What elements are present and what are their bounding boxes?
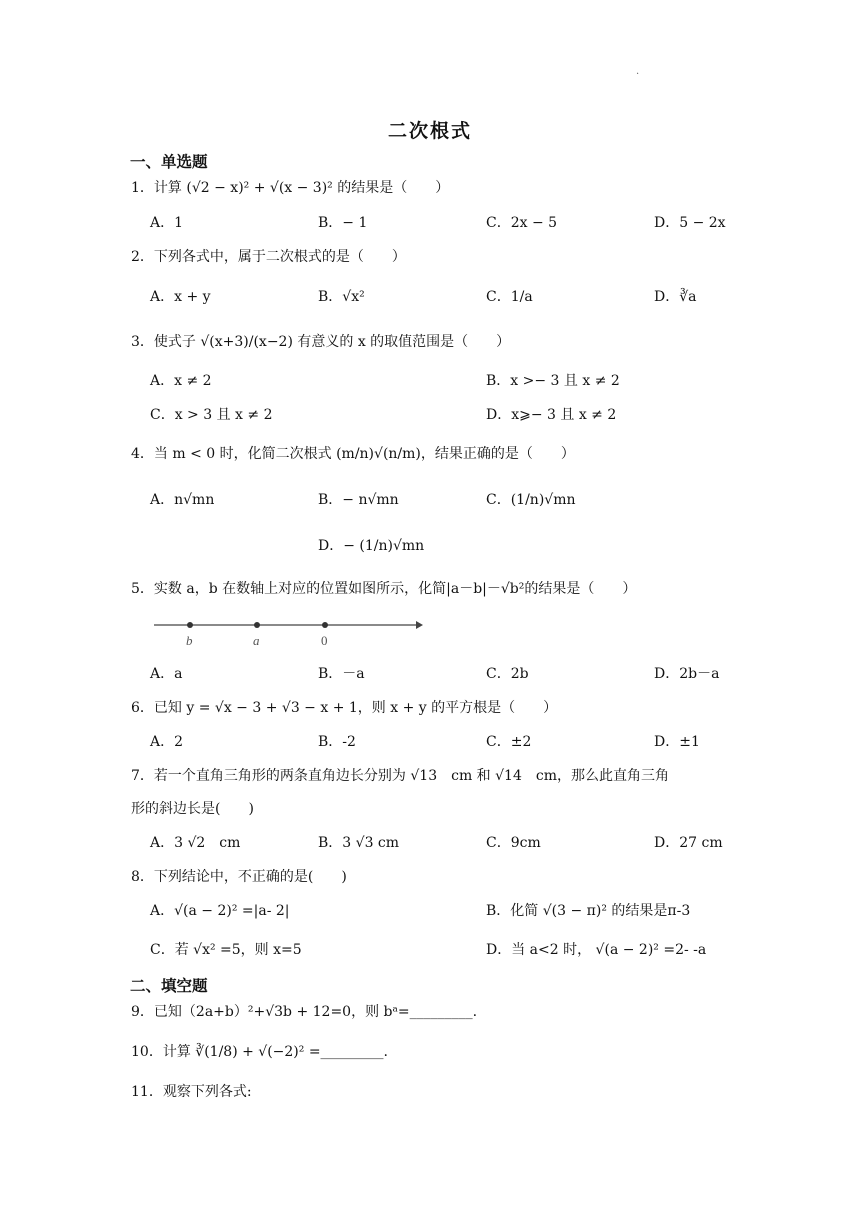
option: C．9cm [486,835,541,851]
question-number: 5． [131,581,154,597]
section-heading: 二、填空题 [130,977,208,995]
option: B．3 √3 cm [318,835,400,851]
option: A．2 [150,734,184,750]
question-number: 4． [131,446,154,462]
question-6 [131,697,557,719]
point-b [187,622,193,628]
option: B．-2 [318,734,356,750]
option: A．x + y [150,289,211,305]
question-number: 10． [131,1044,163,1060]
question-7 [131,765,669,787]
question-number: 11． [131,1084,163,1100]
question-number: 1． [131,180,154,196]
corner-mark: . [636,66,640,77]
option: D．x⩾− 3 且 x ≠ 2 [486,407,617,423]
question-text: 计算 (√2 − x)² + √(x − 3)² 的结果是（ ） [153,180,450,196]
option: D．2b－a [654,666,720,682]
question-1 [131,177,449,199]
option: D．5 − 2x [654,215,726,231]
point-a-label: a [253,633,260,648]
question-10 [131,1041,388,1063]
point-0 [322,622,328,628]
option: C．±2 [486,734,532,750]
question-3 [131,331,510,353]
page-title: 二次根式 [387,120,472,142]
option: B．化简 √(3 − π)² 的结果是π-3 [486,903,691,919]
option: B．x >− 3 且 x ≠ 2 [486,373,620,389]
option: A．x ≠ 2 [150,373,212,389]
option: A．3 √2 cm [150,835,241,851]
option: B．√x² [318,289,365,305]
question-number: 7． [131,768,154,784]
option: C．若 √x² =5，则 x=5 [150,942,302,958]
option: C．x > 3 且 x ≠ 2 [150,407,273,423]
point-0-label: 0 [321,633,328,648]
option: D．− (1/n)√mn [318,538,425,554]
question-11 [131,1081,252,1103]
question-number: 3． [131,334,154,350]
option: C．(1/n)√mn [486,492,576,508]
question-text: 实数 a，b 在数轴上对应的位置如图所示，化简|a－b|－√b²的结果是（ ） [153,581,637,597]
question-text: 已知 y = √x − 3 + √3 − x + 1，则 x + y 的平方根是（ ） [153,700,558,716]
question-text: 已知（2a+b）²+√3b + 12=0，则 bᵃ=_________. [153,1004,478,1020]
question-number: 6． [131,700,154,716]
question-number: 2． [131,249,154,265]
option: A．√(a − 2)² =|a- 2| [150,903,290,919]
option: D．27 cm [654,835,723,851]
question-text: 下列各式中，属于二次根式的是（ ） [153,249,406,265]
axis-arrow-icon [416,621,423,629]
option: C．2b [486,666,529,682]
option: C．2x − 5 [486,215,558,231]
number-line-figure [152,614,424,648]
option: A．1 [150,215,184,231]
option: A．a [150,666,183,682]
option: A．n√mn [150,492,215,508]
question-number: 8． [131,869,154,885]
question-4 [131,443,575,465]
question-8 [131,866,347,888]
question-text: 若一个直角三角形的两条直角边长分别为 √13 cm 和 √14 cm，那么此直角三角 [153,768,669,784]
point-b-label: b [186,633,193,648]
option: B．－a [318,666,365,682]
question-7-continued: 形的斜边长是( ) [131,801,254,817]
option: D．∛a [654,289,697,305]
question-text: 观察下列各式: [162,1084,252,1100]
option: D．当 a<2 时， √(a − 2)² =2- -a [486,942,707,958]
question-text: 计算 ∛(1/8) + √(−2)² =_________. [162,1044,389,1060]
option: B．− 1 [318,215,368,231]
question-text: 当 m < 0 时，化简二次根式 (m/n)√(n/m)，结果正确的是（ ） [153,446,575,462]
question-number: 9． [131,1004,154,1020]
option: D．±1 [654,734,700,750]
option: C．1/a [486,289,533,305]
question-2 [131,246,406,268]
section-heading: 一、单选题 [130,153,208,171]
question-5 [131,578,636,600]
option: B．− n√mn [318,492,399,508]
question-9 [131,1001,477,1023]
question-text: 使式子 √(x+3)/(x−2) 有意义的 x 的取值范围是（ ） [153,334,511,350]
point-a [254,622,260,628]
question-text: 下列结论中，不正确的是( ) [153,869,347,885]
